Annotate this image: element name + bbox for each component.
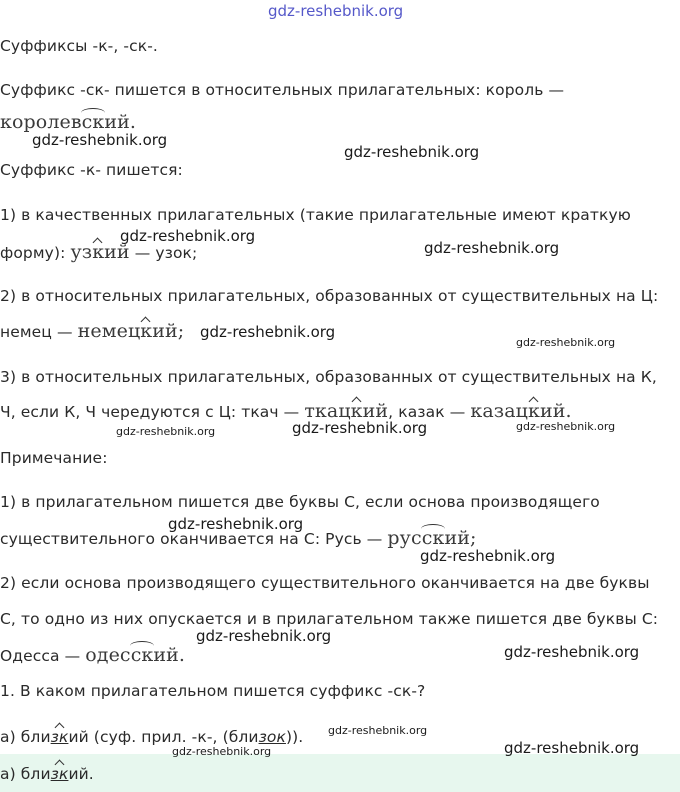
- example-word-russkiy: русский;: [387, 527, 477, 549]
- rule-1-line-a: 1) в качественных прилагательных (такие прилагательные имеют краткую: [0, 206, 631, 224]
- watermark: gdz-reshebnik.org: [420, 547, 556, 565]
- watermark: gdz-reshebnik.org: [196, 627, 332, 645]
- watermark-top[interactable]: gdz-reshebnik.org: [268, 2, 404, 20]
- example-word-uzkiy: узкий: [70, 241, 130, 263]
- watermark: gdz-reshebnik.org: [504, 739, 640, 757]
- ck-example-word: королевский.: [0, 111, 137, 133]
- ck-example: [0, 112, 136, 133]
- k-rule: Суффикс -к- пишется:: [0, 161, 183, 179]
- watermark: gdz-reshebnik.org: [344, 143, 480, 161]
- watermark: gdz-reshebnik.org: [516, 336, 616, 349]
- suffix-arc: ск: [421, 527, 445, 549]
- rule-3-line-a: 3) в относительных прилагательных, образованных от существительных на К,: [0, 368, 657, 386]
- example-word-nemetskiy: немецкий;: [77, 320, 185, 342]
- suffix-hat: к: [527, 400, 540, 422]
- watermark: gdz-reshebnik.org: [172, 745, 272, 758]
- example-word-odesskiy: одесский.: [85, 644, 186, 666]
- note-1-line-b: существительного оканчивается на С: Русь — русский;: [0, 527, 477, 549]
- question-option-a: а) близкий (суф. прил. -к-, (близок)).: [0, 728, 304, 746]
- answer-box: [0, 754, 680, 792]
- title: Суффиксы -к-, -ск-.: [0, 37, 158, 55]
- watermark: gdz-reshebnik.org: [116, 425, 216, 438]
- suffix-arc: ск: [130, 644, 154, 666]
- watermark: gdz-reshebnik.org: [424, 239, 560, 257]
- watermark: gdz-reshebnik.org: [168, 515, 304, 533]
- rule-2-line-b: немец — немецкий;: [0, 320, 185, 342]
- question-1: 1. В каком прилагательном пишется суффикс -ск-?: [0, 682, 426, 700]
- rule-1-line-b: форму): узкий — узок;: [0, 241, 198, 263]
- watermark: gdz-reshebnik.org: [504, 643, 640, 661]
- watermark: gdz-reshebnik.org: [32, 131, 168, 149]
- suffix-hat: к: [92, 241, 105, 263]
- rule-3-line-b: Ч, если К, Ч чередуются с Ц: ткач — ткацкий, казак — казацкий.: [0, 400, 572, 422]
- example-word-kazatskiy: казацкий.: [470, 400, 572, 422]
- rule-2-line-a: 2) в относительных прилагательных, образованных от существительных на Ц:: [0, 287, 659, 305]
- note-2-line-c: Одесса — одесский.: [0, 644, 186, 666]
- watermark: gdz-reshebnik.org: [120, 227, 256, 245]
- note-2-line-a: 2) если основа производящего существительного оканчивается на две буквы: [0, 574, 650, 592]
- suffix-hat: к: [350, 400, 363, 422]
- root-mark: зок: [258, 728, 286, 746]
- suffix-arc: ск: [81, 111, 105, 133]
- example-word-tkatskiy: ткацкий: [304, 400, 389, 422]
- watermark: gdz-reshebnik.org: [200, 323, 336, 341]
- watermark: gdz-reshebnik.org: [516, 420, 616, 433]
- note-heading: Примечание:: [0, 449, 108, 467]
- watermark: gdz-reshebnik.org: [292, 419, 428, 437]
- suffix-mark: зк: [50, 728, 69, 746]
- watermark: gdz-reshebnik.org: [328, 724, 428, 737]
- answer-text: а) близкий.: [0, 765, 94, 783]
- note-1-line-a: 1) в прилагательном пишется две буквы С, если основа производящего: [0, 493, 600, 511]
- suffix-mark: зк: [50, 765, 69, 783]
- note-2-line-b: С, то одно из них опускается и в прилагательном также пишется две буквы С:: [0, 610, 659, 628]
- suffix-hat: к: [140, 320, 153, 342]
- ck-rule: Суффикс -ск- пишется в относительных прилагательных: король —: [0, 81, 565, 99]
